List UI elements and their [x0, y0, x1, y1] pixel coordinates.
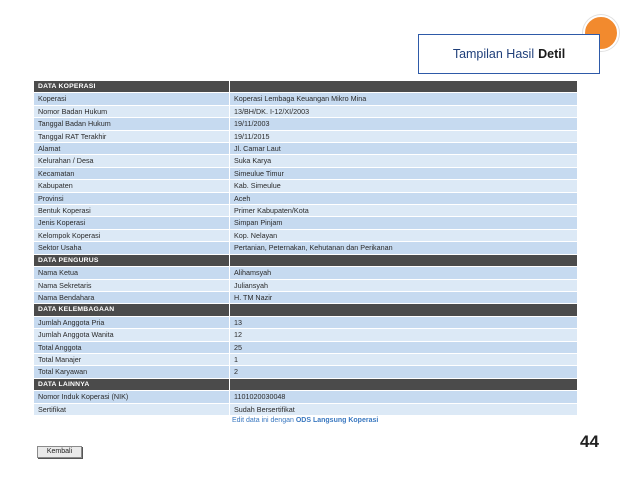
field-value: Juliansyah: [230, 279, 578, 291]
section-title: DATA KOPERASI: [34, 81, 230, 93]
table-row: [34, 242, 578, 254]
field-label: Nama Bendahara: [34, 291, 230, 303]
field-label: Kelurahan / Desa: [34, 155, 230, 167]
field-label: Nama Ketua: [34, 267, 230, 279]
table-row: [34, 192, 578, 204]
callout-bold-text: Detil: [538, 47, 566, 61]
back-button[interactable]: Kembali: [37, 446, 82, 458]
koperasi-detail-table: [34, 81, 578, 416]
field-value: 2: [230, 366, 578, 378]
section-header-blank: [230, 254, 578, 266]
table-row: [34, 353, 578, 365]
table-row: [34, 118, 578, 130]
table-row: [34, 155, 578, 167]
field-label: Total Manajer: [34, 353, 230, 365]
field-value: 12: [230, 329, 578, 341]
section-header: [34, 304, 578, 316]
field-label: Sektor Usaha: [34, 242, 230, 254]
page-number: 44: [580, 432, 599, 451]
table-row: [34, 180, 578, 192]
field-value: Aceh: [230, 192, 578, 204]
field-label: Total Karyawan: [34, 366, 230, 378]
field-value: 25: [230, 341, 578, 353]
field-label: Nomor Induk Koperasi (NIK): [34, 391, 230, 403]
field-label: Kecamatan: [34, 167, 230, 179]
table-row: [34, 105, 578, 117]
field-label: Tanggal Badan Hukum: [34, 118, 230, 130]
field-value: Koperasi Lembaga Keuangan Mikro Mina: [230, 93, 578, 105]
table-row: [34, 167, 578, 179]
field-value: Kop. Nelayan: [230, 229, 578, 241]
field-label: Nama Sekretaris: [34, 279, 230, 291]
edit-link-bold[interactable]: ODS Langsung Koperasi: [295, 417, 379, 424]
section-header: [34, 81, 578, 93]
section-header-blank: [230, 304, 578, 316]
table-row: [34, 267, 578, 279]
field-value: 19/11/2015: [230, 130, 578, 142]
field-value: Suka Karya: [230, 155, 578, 167]
field-value: Primer Kabupaten/Kota: [230, 205, 578, 217]
table-row: [34, 130, 578, 142]
field-value: Simpan Pinjam: [230, 217, 578, 229]
field-label: Jumlah Anggota Wanita: [34, 329, 230, 341]
field-label: Tanggal RAT Terakhir: [34, 130, 230, 142]
section-header: [34, 378, 578, 390]
table-row: [34, 93, 578, 105]
field-value: 1: [230, 353, 578, 365]
section-header-blank: [230, 81, 578, 93]
table-row: [34, 217, 578, 229]
table-row: [34, 229, 578, 241]
field-value: 13/BH/DK. I-12/XI/2003: [230, 105, 578, 117]
field-label: Jumlah Anggota Pria: [34, 316, 230, 328]
table-row: [34, 316, 578, 328]
table-row: [34, 205, 578, 217]
field-value: 1101020030048: [230, 391, 578, 403]
callout-box: [418, 34, 600, 74]
field-label: Total Anggota: [34, 341, 230, 353]
field-label: Jenis Koperasi: [34, 217, 230, 229]
field-value: Kab. Simeulue: [230, 180, 578, 192]
field-value: Pertanian, Peternakan, Kehutanan dan Perikanan: [230, 242, 578, 254]
field-value: 19/11/2003: [230, 118, 578, 130]
section-header-blank: [230, 378, 578, 390]
field-label: Kelompok Koperasi: [34, 229, 230, 241]
section-header: [34, 254, 578, 266]
table-row: [34, 291, 578, 303]
field-value: H. TM Nazir: [230, 291, 578, 303]
section-title: DATA LAINNYA: [34, 378, 230, 390]
table-row: [34, 329, 578, 341]
field-value: Alihamsyah: [230, 267, 578, 279]
field-label: Bentuk Koperasi: [34, 205, 230, 217]
field-label: Nomor Badan Hukum: [34, 105, 230, 117]
table-row: [34, 403, 578, 415]
table-row: [34, 279, 578, 291]
field-value: Sudah Bersertifikat: [230, 403, 578, 415]
field-label: Sertifikat: [34, 403, 230, 415]
section-title: DATA KELEMBAGAAN: [34, 304, 230, 316]
field-label: Koperasi: [34, 93, 230, 105]
table-row: [34, 391, 578, 403]
edit-link[interactable]: [232, 415, 378, 427]
section-title: DATA PENGURUS: [34, 254, 230, 266]
field-label: Kabupaten: [34, 180, 230, 192]
table-row: [34, 341, 578, 353]
field-value: Simeulue Timur: [230, 167, 578, 179]
table-row: [34, 366, 578, 378]
field-value: Jl. Camar Laut: [230, 143, 578, 155]
field-label: Provinsi: [34, 192, 230, 204]
edit-link-text: Edit data ini dengan: [232, 417, 294, 424]
field-value: 13: [230, 316, 578, 328]
field-label: Alamat: [34, 143, 230, 155]
callout-text: Tampilan Hasil: [452, 47, 535, 61]
table-row: [34, 143, 578, 155]
